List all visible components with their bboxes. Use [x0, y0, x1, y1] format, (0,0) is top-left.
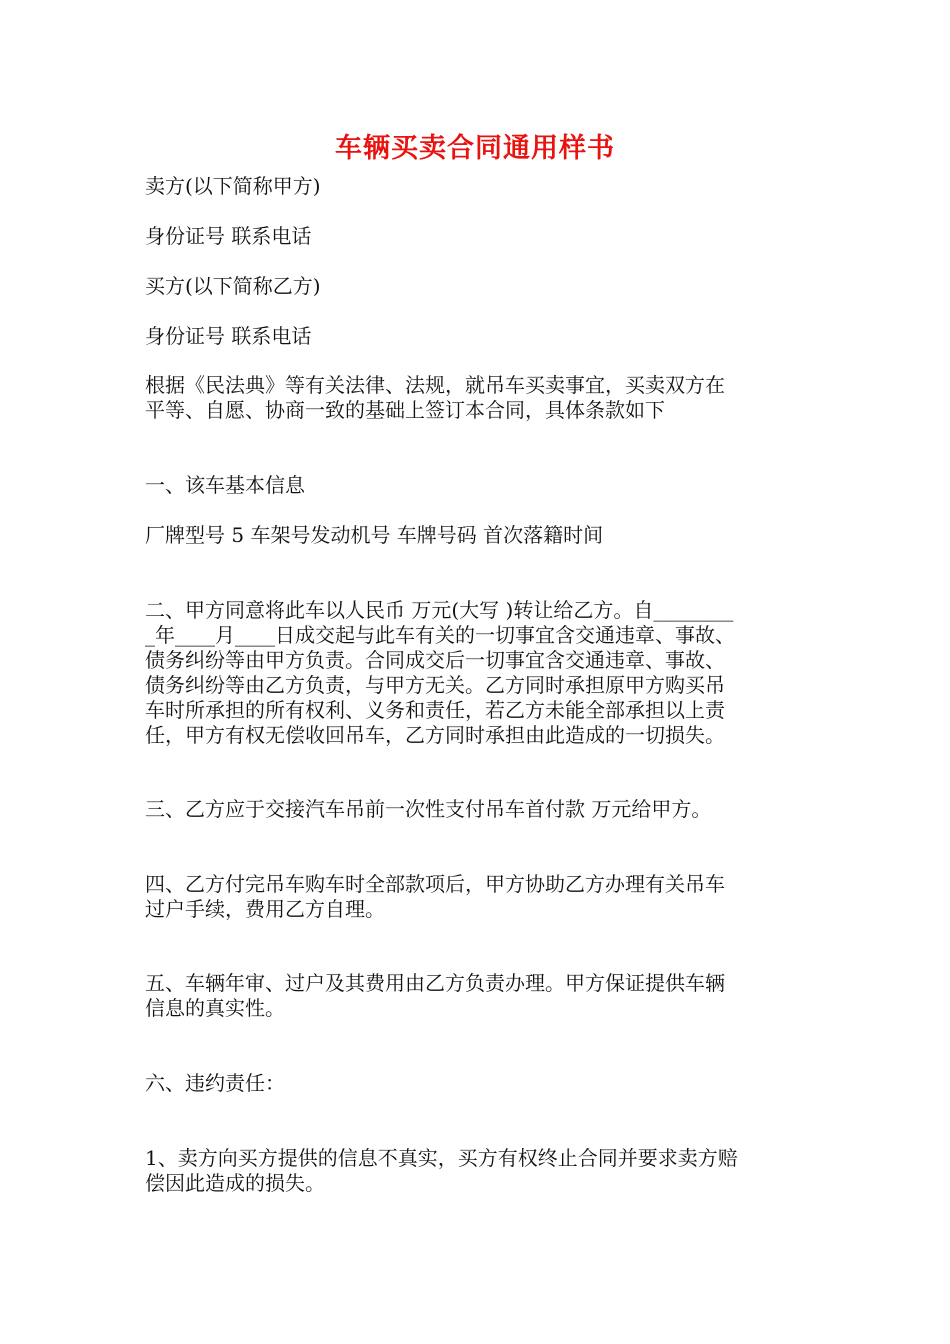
text-line: 一、该车基本信息: [145, 473, 305, 497]
text-line: 厂牌型号 5 车架号发动机号 车牌号码 首次落籍时间: [145, 523, 604, 547]
text-line: 二、甲方同意将此车以人民币 万元(大写 )转让给乙方。自________: [145, 598, 734, 622]
text-line: 过户手续，费用乙方自理。: [145, 897, 385, 921]
text-line: _年____月____日成交起与此车有关的一切事宜含交通违章、事故、: [145, 623, 735, 647]
text-line: 任，甲方有权无偿收回吊车，乙方同时承担由此造成的一切损失。: [145, 723, 725, 747]
vehicle-info-line: [145, 523, 810, 548]
document-title: 车辆买卖合同通用样书: [335, 133, 615, 164]
text-line: 车时所承担的所有权利、义务和责任，若乙方未能全部承担以上责: [145, 698, 725, 722]
section-4-paragraph: [145, 872, 810, 922]
section-5-paragraph: [145, 971, 810, 1021]
text-line: 三、乙方应于交接汽车吊前一次性支付吊车首付款 万元给甲方。: [145, 797, 712, 821]
seller-line: [145, 174, 810, 199]
buyer-line: [145, 274, 810, 299]
text-line: 1、卖方向买方提供的信息不真实，买方有权终止合同并要求卖方赔: [145, 1146, 738, 1170]
text-line: 平等、自愿、协商一致的基础上签订本合同，具体条款如下: [145, 398, 665, 422]
section-3-paragraph: [145, 797, 810, 822]
text-line: 身份证号 联系电话: [145, 324, 312, 348]
preamble-paragraph: [145, 373, 810, 423]
text-line: 六、违约责任：: [145, 1071, 285, 1095]
text-line: 五、车辆年审、过户及其费用由乙方负责办理。甲方保证提供车辆: [145, 971, 725, 995]
text-line: 债务纠纷等由乙方负责，与甲方无关。乙方同时承担原甲方购买吊: [145, 673, 725, 697]
buyer-id-line: [145, 324, 810, 349]
section-1-heading: [145, 473, 810, 498]
seller-id-line: [145, 224, 810, 249]
text-line: 偿因此造成的损失。: [145, 1171, 325, 1195]
text-line: 身份证号 联系电话: [145, 224, 312, 248]
text-line: 债务纠纷等由甲方负责。合同成交后一切事宜含交通违章、事故、: [145, 648, 725, 672]
section-6-heading: [145, 1071, 810, 1096]
section-2-paragraph: [145, 598, 810, 748]
text-line: 买方(以下简称乙方): [145, 274, 321, 298]
text-line: 根据《民法典》等有关法律、法规，就吊车买卖事宜，买卖双方在: [145, 373, 725, 397]
text-line: 卖方(以下简称甲方): [145, 174, 321, 198]
text-line: 信息的真实性。: [145, 996, 285, 1020]
text-line: 四、乙方付完吊车购车时全部款项后，甲方协助乙方办理有关吊车: [145, 872, 725, 896]
clause-1-paragraph: [145, 1146, 810, 1196]
